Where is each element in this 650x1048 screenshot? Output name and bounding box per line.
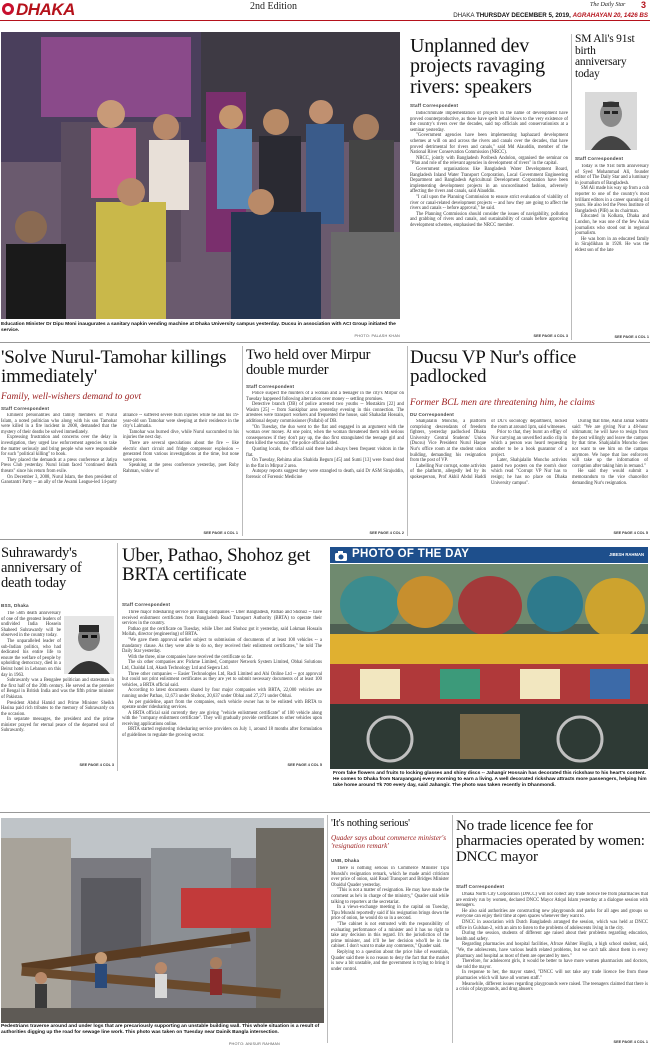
suhrawardy-body [1,611,114,763]
nur-para: Prior to that, they burnt an effigy of Nur carrying an unverified audio clip in which a person was heard requesting another to be a book guarantor of a project. [491,430,567,458]
lead-photo-caption: Education Minister Dr Dipu Moni inaugurates a sanitary napkin vending machine at Dhaka University campus yesterday. Ducsu in association with ACI Group initiated the service. [1,322,396,333]
section-name: DHAKA [16,0,75,19]
nurul-para: On December 3, 2008, Nurul Islam, the then president of Ganotantri Party -- an ally of the Awami League-led 14-party alliance -- suffered severe burn injuries while he and his 19-year-old son Tamohar were sleeping at their residence in the city's Lalmatia. [1,413,239,486]
brta-para: The six other companies are: Pickme Limited, Computer Network System Limited, Obhai Solutions Ltd, Chaldal Ltd, Akash Technology Ltd and Segera Ltd. [122,660,322,671]
brta-para: BRTA started registering ridesharing service providers on July 1, around 18 months after formulation of guidelines to regulate the growing sector. [122,727,322,739]
dncc-para: During the session, students of different age raised about their problems regarding education, health and safety. [456,931,648,942]
nurul-para: They placed the demands at a press conference at Jatiya Press Club yesterday. Nurul Islam faced "continued death threats" since his return from exile. [1,457,117,474]
section-logo-icon [1,2,15,16]
rivers-headline: Unplanned dev projects ravaging rivers: speakers [410,35,545,98]
brta-para: Three major ridesharing service providing companies -- Uber Bangladesh, Pathao and Shohoz -- have received enlistment certificates from Bangladesh Road Transport Authority (BRTA) to operate their services in the country. [122,610,322,627]
dncc-headline: No trade licence fee for pharmacies operated by women: DNCC mayor [456,818,645,865]
dateline [412,12,648,19]
photo-of-day-credit: JIBESH RAHMAN [609,552,644,557]
suhrawardy-para: The 56th death anniversary of one of the greatest leaders of undivided India Hossein Shaheed Suhrawardy will be observed in the country today. [1,611,61,639]
dncc-continued[interactable]: SEE PAGE 4 COL 1 [613,1040,648,1044]
nurul-body [1,413,239,530]
nurul-byline: Staff Correspondent [1,406,50,411]
dncc-para: Regarding pharmacies and hospital facilities, Afroze Akhter Hoglia, a high school student, said, "We, the adolescents, have various health related problems, but we can't talk about them in every pharmacy and hospital as most of them are operated by men." [456,942,648,959]
dncc-para: Dhaka North City Corporation (DNCC) will not collect any trade licence fee from pharmacies that are entirely run by women, declared DNCC Mayor Atiqul Islam yesterday at a dialogue session with teenagers. [456,892,648,909]
photo-of-day-caption: From fake flowers and fruits to locking glasses and shiny discs -- Jahangir Hossain has decorated this rickshaw to his heart's content. He comes to Dhaka from Narayanganj every morning to earn a living. A well decorated rickshaw attracts more passengers, helping him take home around Tk 700 every day, said Jahangir. The photo was taken recently in Dhanmondi. [333,771,647,788]
brta-headline: Uber, Pathao, Shohoz get BRTA certificate [122,545,311,586]
photo-of-day-title: PHOTO OF THE DAY [352,548,470,560]
mirpur-body [246,391,404,530]
mirpur-continued[interactable]: SEE PAGE 4 COL 2 [369,531,404,535]
smali-para: SM Ali made his way up from a cub reporter to one of the country's most brilliant editors in a career spanning 44 years. He also led the Press Institute of Bangladesh (PIB) as its chairman. [575,186,649,214]
dncc-para: He also said authorities are constructing new playgrounds and parks for all ages and groups so everyone can enjoy their time at open spaces whenever they want to. [456,908,648,920]
column-divider [571,34,572,340]
nur-body [410,419,648,530]
nurul-para: There are several speculations about the fire -- like electric short circuit and fridge compressor explosion -- generated from various investigations at the time, but none were proven. [123,440,239,463]
street-photo [1,818,324,1023]
edition-label: 2nd Edition [250,1,297,12]
nur-headline: Ducsu VP Nur's office padlocked [410,347,577,388]
suhrawardy-headline: Suhrawardy's anniversary of death today [1,545,82,591]
nurul-para: Speaking at the press conference yesterday, poet Ruby Rahman, widow of [123,463,239,474]
quader-body [331,866,449,1044]
nurul-kicker: Family, well-wishers demand to govt [1,392,142,402]
column-divider [117,543,118,771]
quader-para: Replying to a question about the price hike of essentials, Quader said there is no reason to deny the fact that the market is now a bit unstable, and the government is trying to bring it under control. [331,949,449,972]
brta-para: As per guideline, apart from the companies, each vehicle owner has to be enlisted with BRTA to operate under ridesharing services. [122,699,322,711]
section-divider [0,342,650,343]
nur-para: Labelling Nur corrupt, some activists of the platform, allegedly led by its spokesperson, Prof Akhil Abdul Haddi of DU's sociology department, locked the room at around 1pm, said witnesses. [410,419,567,480]
dncc-byline: Staff Correspondent [456,884,505,889]
nur-continued[interactable]: SEE PAGE 4 COL 5 [613,531,648,535]
rivers-continued[interactable]: SEE PAGE 4 COL 3 [533,334,568,338]
nur-kicker: Former BCL men are threatening him, he claims [410,398,595,408]
brta-byline: Staff Correspondent [122,602,171,607]
section-divider [0,812,650,813]
smali-continued[interactable]: SEE PAGE 4 COL 1 [614,335,649,339]
lead-photo-credit: PHOTO: PALASH KHAN [354,334,400,338]
dateline-date: THURSDAY DECEMBER 5, 2019, [475,12,571,19]
suhrawardy-continued[interactable]: SEE PAGE 4 COL 3 [79,763,114,767]
dncc-body [456,892,648,1038]
brta-para: Pathao got the certificate on Tuesday, while Uber and Shohoz got it yesterday, said Lokman Hossain Mollah, director (engineering) of BRTA. [122,626,322,638]
rivers-body [410,111,568,333]
rivers-para: Government organisations like Bangladesh Water Development Board, Bangladesh Inland Water Transport Corporation, Local Government Engineering Department and Bangladesh Agricultural Development Corporation have been implementing development projects in an uncoordinated fashion, adversely affecting the rivers and canals, said Alauddin. [410,166,568,195]
brta-para: According to latest documents shared by four major companies with BRTA, 22,000 vehicles are running under Pathao, 12,673 under Shohoz, 20,637 under Obhai and 27,271 under Obhai. [122,688,322,699]
smali-headline: SM Ali's 91st birth anniversary today [575,33,635,81]
page-number: 3 [641,0,647,10]
rivers-para: "I call upon the Planning Commission to ensure strict evaluation of viability of river or canal-related development projects -- and how they are going to affect the rivers and canals -- before approval," he said. [410,194,568,212]
column-divider [327,815,328,1043]
brta-para: With the three, nine companies have received the certificate so far. [128,654,253,660]
suhrawardy-para: President Abdul Hamid and Prime Minister Sheikh Hasina paid rich tributes to the memory of Suhrawardy on the occasion. [1,700,114,717]
street-photo-credit: PHOTO: ANISUR RAHMAN [228,1042,280,1046]
nurul-para: Expressing frustration and concerns over the delay in investigation, they urged law enforcement agencies to take the matter seriously and bring people who were responsible for such "political killing" to book. [1,435,117,458]
brta-para: "We gave them approval earlier subject to submission of documents of at least 100 vehicles -- a mandatory clause. As they were able to do so, they received their enlistment certificates," he told The Daily Star yesterday. [122,637,322,655]
brta-para: A BRTA official said currently they are giving "vehicle enlistment certificate" of 100 vehicle along with the "company enlistment certificate". They will gradually provide certificates to other vehicles upon receiving applications online. [122,710,322,727]
smali-para: Educated in Kolkata, Dhaka and London, he was one of the few Asian journalists who stood out in regional journalism. [575,214,649,237]
suhrawardy-byline: BSS, Dhaka [1,603,29,608]
quader-para: "This is not a matter of resignation. He may have made the comment as he's in charge of the ministry," Quader said while talking to reporters at the secretariat. [331,888,449,905]
lead-photo [1,32,400,319]
rivers-para: "Government agencies have been implementing haphazard development schemes at will on and across the rivers and canals over the decades, that have proved detrimental for rivers and canals," said Md Alauddin, member of the National River Conservation Commission (NRCC). [410,133,568,156]
mirpur-byline: Staff Correspondent [246,384,295,389]
smali-body [575,164,649,334]
nur-byline: DU Correspondent [410,412,455,417]
quader-para: "The cabinet is not entrusted with the responsibility of evaluating performance of a minister and it has no right to take any decision in this regard. It's the jurisdiction of the prime minister, and it'll be her decision who'll be in the cabinet. I don't want to make any comments," Quader said. [331,921,449,950]
nur-para: Shahjalalin Moncho, a platform comprising descendants of freedom fighters, yesterday padlocked Dhaka University Central Students' Union (Ducsu) Vice President Nurul Haque Nur's office room at the student union building, demanding his resignation from the post of VP. [410,419,486,464]
column-divider [242,346,243,536]
rivers-para: Indiscriminate implementation of projects in the name of development have proved counterproductive, as those have spelt lethal blows to the very existence of the country's rivers over the decades, said top officials and conservationists at a seminar yesterday. [410,111,568,133]
paper-name: The Daily Star [590,2,626,8]
quader-para: There is nothing serious in Commerce Minister Tipu Munshi's resignation remark, which he made amid criticism over price of onion, said Road Transport and Bridges Minister Obaidul Quader yesterday. [331,866,449,888]
suhrawardy-para: In separate messages, the president and the prime minister prayed for eternal peace of the departed soul of Suhrawardy. [1,717,114,734]
mirpur-para: Quoting locals, the official said there had always been frequent visitors in the flat. [246,446,404,458]
nur-para: He said they would submit a memorandum to the vice chancellor demanding Nur's resignation. [572,469,648,486]
suhrawardy-para: The unparalleled leader of sub-Indian politics, who had dedicated his entire life to ensure the welfare of people by upholding democracy, died in a Beirut hotel in Lebanon on this day in 1963. [1,638,61,678]
nur-para: During that time, Akhil Jamal Siddhi said: "We are giving Nur a 48-hour ultimatum; he will have to resign from the post willingly and leave the campus by that time. Shahjalalin Moncho does not want to see him on the campus anymore. We hope that law enforcers will take up the information of corruption after taking him in remand." [572,419,648,469]
brta-body [122,610,322,763]
smali-byline: Staff Correspondent [575,156,624,161]
brta-continued[interactable]: SEE PAGE 4 COL 5 [287,763,322,767]
smali-portrait [585,92,637,150]
photo-of-day-image [330,564,648,769]
mirpur-para: Detective branch (DB) of police arrested two youths -- Mostakim [22] and Wasim [25] -- from Sankipbar area yesterday evening in this connection. The arrestees were transport workers and frequented the house, said Shahadat Hossain, additional deputy commissioner (Pallabi) of DB. [246,402,404,424]
nurul-para: Eminent personalities and family members of Nurul Islam, a noted politician who along with his son Tamohar were killed in a fire incident in 2008, demanded that the mystery of their deaths be solved immediately. [1,413,117,435]
smali-para: Today is the 91st birth anniversary of Syed Mohammad Ali, founder editor of The Daily Star and a luminary in journalism of Bangladesh. [575,164,649,186]
rivers-para: NRCC, jointly with Bangladesh Poribesh Andolon, organised the seminar on "Plan and role of the relevant agencies in development of rivers" in the capital. [410,155,568,167]
masthead [0,0,650,22]
camera-icon [334,549,348,561]
brta-para: Three other companies -- Easier Technologies Ltd, Radi Limited and Ahi Online Ltd -- got approval but could not print enlistment certificates as they are yet to submit necessary documents of at least 100 vehicles, a BRTA official said. [122,671,322,688]
nur-para: Later, Shahjalalin Moncho activists pasted two posters on the room's door which read "Corrupt VP Nur has to resign; he has no place on Dhaka University campus". [491,458,567,486]
mirpur-headline: Two held over Mirpur double murder [246,347,371,378]
street-photo-caption: Pedestrians traverse around and under logs that are precariously supporting an unstable building wall. This whole situation is a result of authorities digging up the road for sewage line work. This photo was taken on Tuesday near Dainik Bangla intersection. [1,1024,320,1035]
nurul-continued[interactable]: SEE PAGE 4 COL 1 [203,531,238,535]
dncc-para: DNCC in association with Dutch Bangladesh arranged the session, which was held at DNCC office in Gulshan-2, with an aim to listen to the problems of adolescents living in the city. [456,919,648,931]
smali-para: He was born in an educated family in Sirajdikhan in 1928. He was the eldest son of the late [575,236,649,253]
section-divider [0,539,650,540]
column-divider [452,815,453,1043]
dateline-bangla: AGRAHAYAN 20, 1426 BS [572,12,648,19]
quader-para: In a views-exchange meeting in the capital on Tuesday, Tipu Munshi reportedly said if his resignation brings down the price of onion, he would do so in a second. [331,905,449,922]
dateline-city: DHAKA [453,12,475,19]
nurul-headline: 'Solve Nurul-Tamohar killings immediately' [1,347,227,388]
quader-headline: 'It's nothing serious' [331,818,410,829]
mirpur-para: Autopsy reports suggest they were strangled to death, said Dr ASM Sirajuddin, forensic of Forensic Medicine [246,469,404,480]
photo-of-day-banner [330,547,648,563]
mirpur-para: On Tuesday, Rehima alias Shahida Begum [45] and Sumi [13] were found dead in the flat in Mirpur 2 area. [246,458,404,469]
rivers-byline: Staff Correspondent [410,103,459,108]
column-divider [407,346,408,536]
mirpur-para: "On Tuesday, the duo went to the flat and engaged in an argument with the woman over money. At one point, when the woman threatened them with serious consequences if they don't pay up, the duo first strangulated the teenage girl and then killed the woman," the police official added. [246,424,404,447]
nurul-para: Tamohar was burned dive, while Nurul succumbed to his injuries the next day. [123,429,239,441]
dncc-para: Therefore, for adolescent girls, it would be better to have more women pharmacists and doctors, she told the mayor. [456,959,648,970]
mirpur-para: Police suspect the murders of a woman and a teenager in the city's Mirpur on Tuesday happened following altercation over money -- settling promises. [246,391,404,402]
dncc-para: In response to her, the mayor stated, "DNCC will not take any trade licence fee from those pharmacies which will have all women staff." [456,970,648,981]
quader-byline: UNB, Dhaka [331,858,360,863]
masthead-rule [0,20,650,21]
dncc-para: Meanwhile, different issues regarding playgrounds were raised. The teenagers claimed that there is a crisis of playgrounds, and drug abusers [456,981,648,993]
rivers-para: The Planning Commission should consider the issues of navigability, pollution and grabbing of rivers and canals, and sustainability of canals before approving development schemes, emphasised the NRCC member. [410,211,568,228]
suhrawardy-para: Suhrawardy was a Bengalee politician and statesman in the first half of the 20th century. He served as the premier of Bengal in British India and was the fifth prime minister of Pakistan. [1,678,114,700]
quader-kicker: Quader says about commerce minister's 'resignation remark' [331,834,447,850]
